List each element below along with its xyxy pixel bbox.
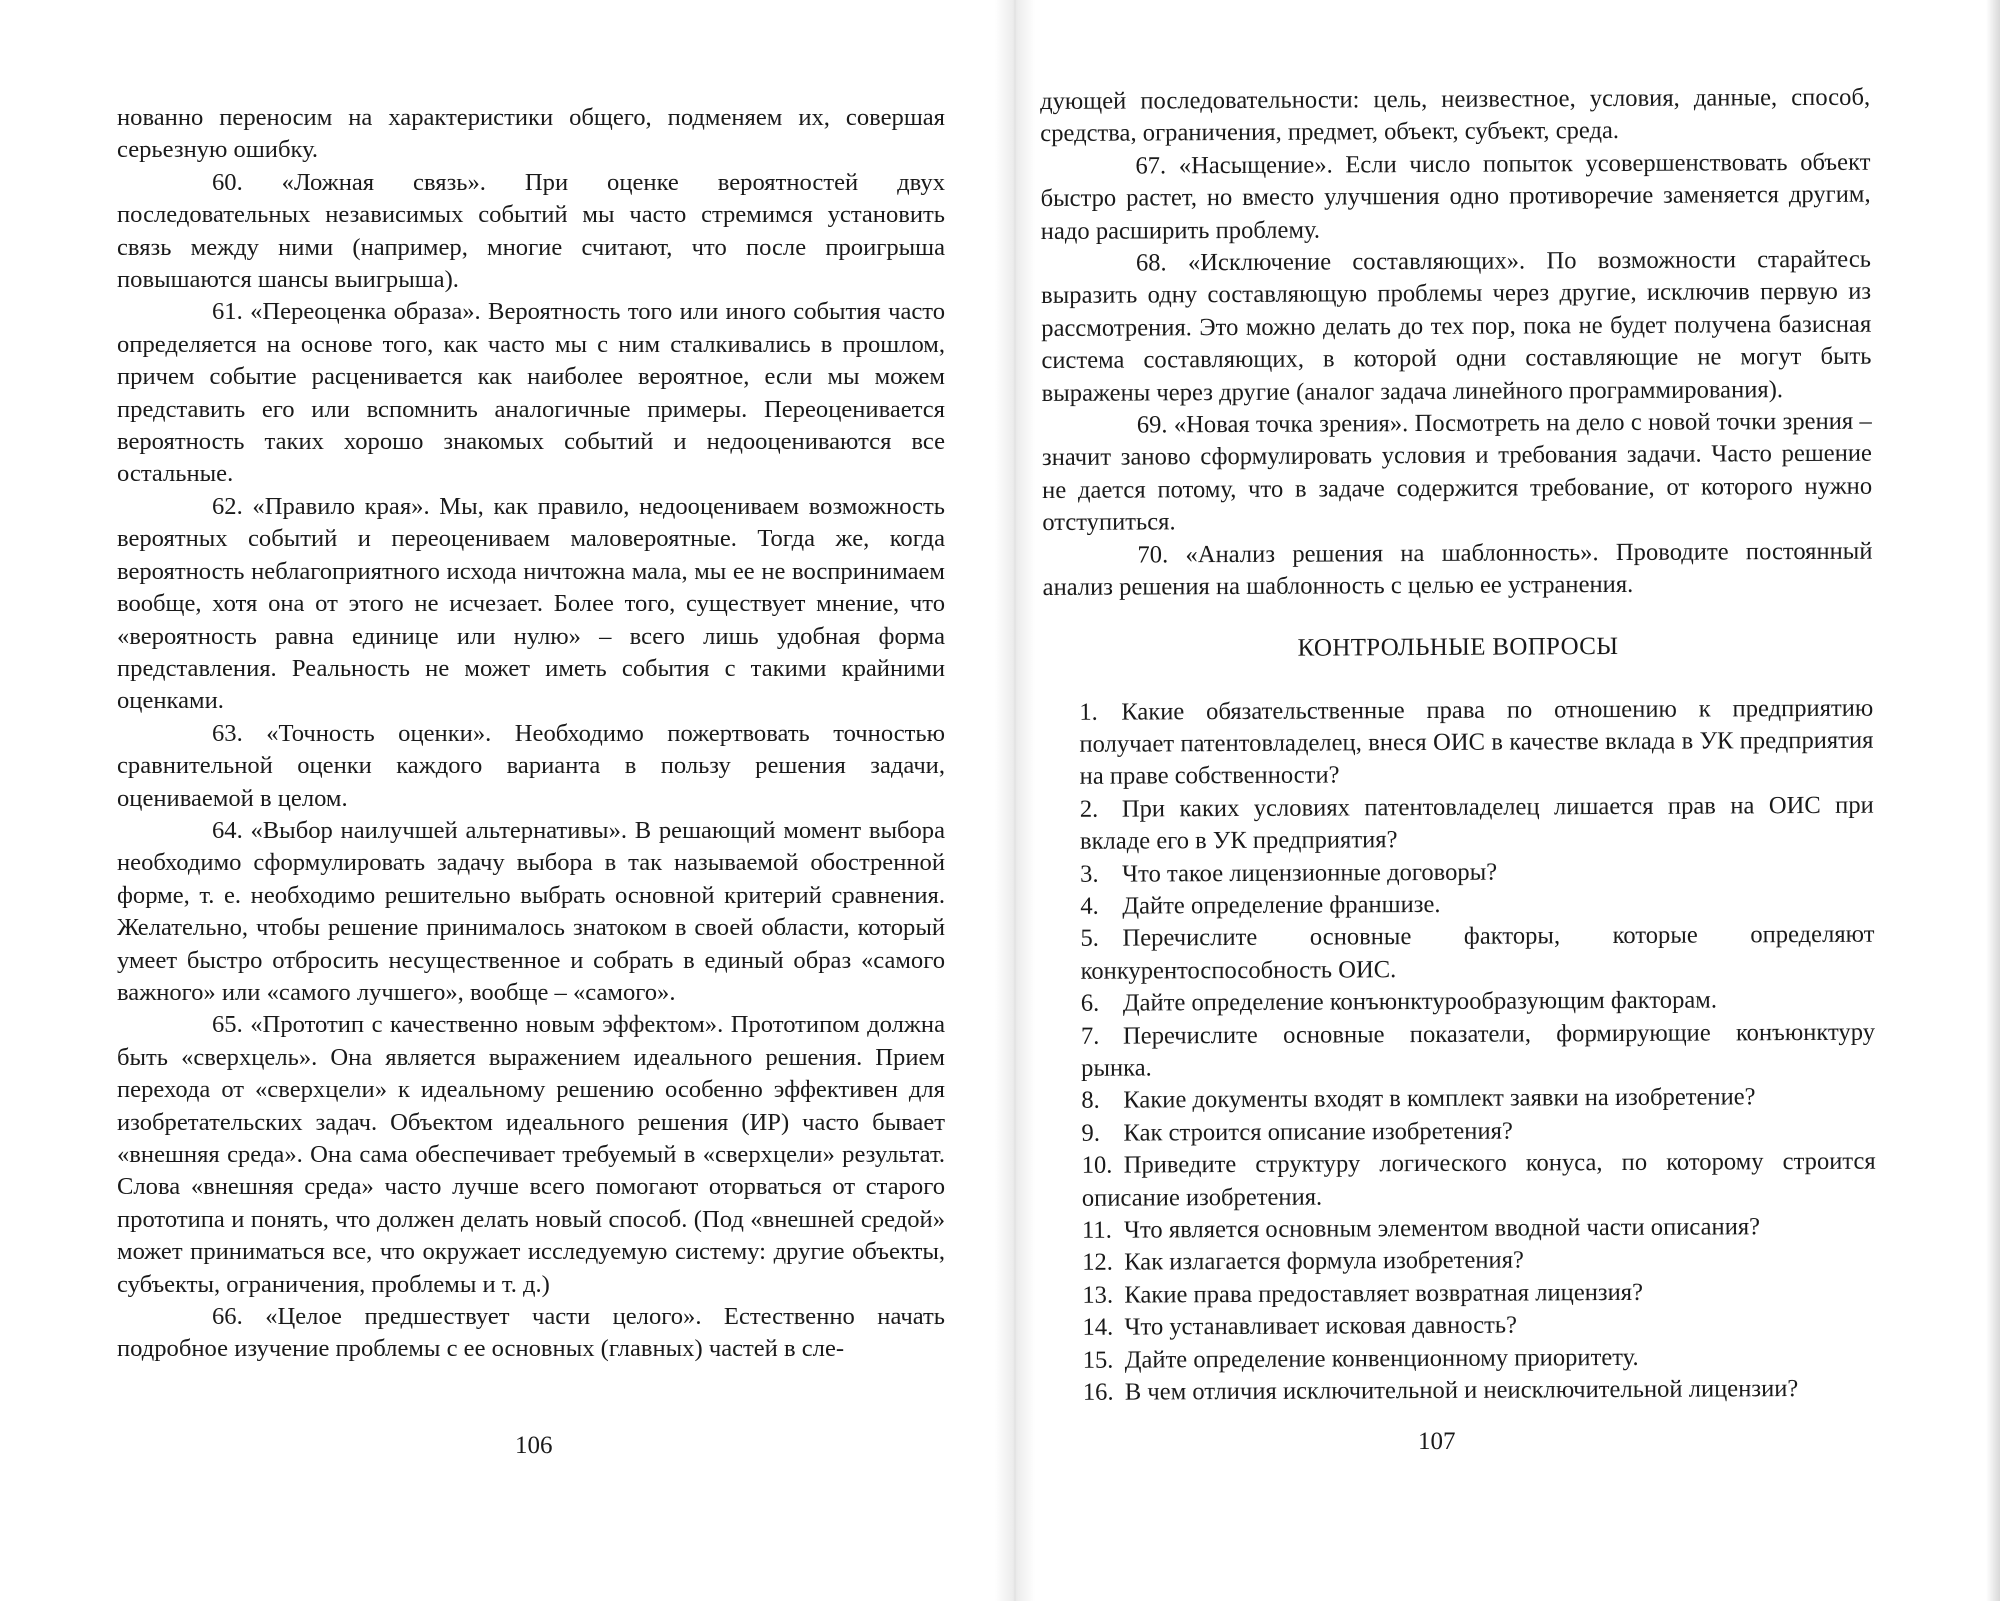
question-text: Приведите структуру логического конуса, по которому строится описание изобретения. bbox=[1081, 1147, 1876, 1212]
question-text: Какие обязательственные права по отношению к предприятию получает патентовладелец, внеся ОИС в качестве вклада в УК предприятия на праве собственности? bbox=[1079, 694, 1874, 791]
question-number: 16. bbox=[1082, 1378, 1114, 1406]
page-number: 106 bbox=[515, 1432, 553, 1459]
paragraph: 66. «Целое предшествует части целого». Естественно начать подробное изучение проблемы с ее основных (главных) частей в сле- bbox=[117, 1303, 945, 1363]
page-number: 107 bbox=[1418, 1428, 1456, 1455]
paragraph: 64. «Выбор наилучшей альтернативы». В решающий момент выбора необходимо сформулировать задачу выбора в так называемой обостренной форме, т. е. необходимо решительно выбрать основной критерий сравнения. Желательно, чтобы решение принималось знатоком в своей области, который умеет быстро отбросить несущественное и собрать в единый образ «самого важного» или «самого лучшего», вообще – «самого». bbox=[117, 816, 945, 1006]
question-number: 5. bbox=[1080, 925, 1099, 953]
question-text: Перечислите основные показатели, формирующие конъюнктуру рынка. bbox=[1081, 1018, 1876, 1082]
question-number: 7. bbox=[1080, 1022, 1100, 1050]
question-number: 11. bbox=[1081, 1216, 1112, 1244]
question-text: Какие документы входят в комплект заявки на изобретение? bbox=[1123, 1083, 1756, 1114]
question-number: 9. bbox=[1081, 1119, 1101, 1147]
question-item bbox=[1045, 984, 1875, 1021]
paragraph: 62. «Правило края». Мы, как правило, недооцениваем возможность вероятных событий и переоцениваем маловероятные. Тогда же, когда вероятность неблагоприятного исхода ничтожна мала, мы ее не воспринимаем вообще, хотя она от этого не исчезает. Более того, существует мнение, что «вероятность равна единице или нулю» – всего лишь удобная форма представления. Реальность не может иметь события с такими крайними оценками. bbox=[117, 492, 945, 715]
paragraph: 61. «Переоценка образа». Вероятность того или иного события часто определяется на основе того, как часто мы с ним сталкивались в прошлом, причем событие расценивается как наиболее вероятное, если мы можем представить его или вспомнить аналогичные примеры. Переоценивается вероятность таких хорошо знакомых событий и недооцениваются все остальные. bbox=[117, 298, 945, 488]
question-text: Дайте определение франшизе. bbox=[1122, 890, 1441, 920]
question-item bbox=[1044, 789, 1874, 858]
question-text: Какие права предоставляет возвратная лицензия? bbox=[1124, 1278, 1644, 1309]
questions-list bbox=[1043, 692, 1877, 1409]
paragraph: 70. «Анализ решения на шаблонность». Проводите постоянный анализ решения на шаблонность с целью ее устранения. bbox=[1042, 537, 1873, 602]
paragraph: дующей последовательности: цель, неизвестное, условия, данные, способ, средства, ограничения, предмет, объект, субъект, среда. bbox=[1040, 83, 1871, 148]
question-item bbox=[1044, 919, 1874, 988]
left-page bbox=[117, 0, 947, 1601]
paragraph: 65. «Прототип с качественно новым эффектом». Прототипом должна быть «сверхцель». Она является выражением идеального решения. Прием перехода от «сверхцели» к идеальному решению особенно эффективен для изобретательских задач. Объектом идеального решения (ИР) часто бывает «внешняя среда». Она сама обеспечивает требуемый в «сверхцели» результат. Слова «внешняя среда» часто лучше всего помогают оторваться от старого прототипа и понять, что должен делать новый способ. (Под «внешней средой» может приниматься все, что окружает исследуемую систему: другие объекты, субъекты, ограничения, проблемы и т. д.) bbox=[117, 1011, 945, 1298]
left-page-text bbox=[117, 102, 945, 1366]
question-text: Дайте определение конъюнктурообразующим факторам. bbox=[1122, 986, 1718, 1017]
question-item bbox=[1044, 854, 1874, 891]
right-page-text bbox=[1040, 82, 1877, 1410]
question-text: При каких условиях патентовладелец лишается прав на ОИС при вкладе его в УК предприятия? bbox=[1079, 791, 1874, 855]
question-number: 10. bbox=[1081, 1151, 1113, 1179]
question-text: Как строится описание изобретения? bbox=[1123, 1117, 1513, 1147]
paragraph: 63. «Точность оценки». Необходимо пожертвовать точностью сравнительной оценки каждого варианта в пользу решения задачи, оцениваемой в целом. bbox=[117, 719, 945, 812]
question-number: 12. bbox=[1082, 1249, 1113, 1277]
question-number: 13. bbox=[1082, 1281, 1114, 1309]
question-item bbox=[1045, 1113, 1875, 1150]
right-page bbox=[1040, 0, 1876, 1601]
question-number: 4. bbox=[1080, 892, 1099, 920]
question-text: Перечислите основные факторы, которые определяют конкурентоспособность ОИС. bbox=[1080, 920, 1875, 985]
question-number: 8. bbox=[1081, 1087, 1100, 1115]
question-number: 3. bbox=[1080, 860, 1099, 888]
question-item bbox=[1046, 1146, 1876, 1215]
paragraph: 68. «Исключение составляющих». По возможности старайтесь выразить одну составляющую проблемы через другие, исключив первую из рассмотрения. Это можно делать до тех пор, пока не будет получена базисная система составляющих, в которой одни составляющие не могут быть выражены через другие (аналог задача линейного программирования). bbox=[1041, 245, 1872, 407]
question-text: Как излагается формула изобретения? bbox=[1124, 1246, 1524, 1276]
page-edge-shadow bbox=[1986, 0, 2000, 1601]
question-text: В чем отличия исключительной и неисключительной лицензии? bbox=[1124, 1375, 1799, 1406]
question-item bbox=[1046, 1275, 1876, 1312]
question-item bbox=[1046, 1211, 1876, 1248]
question-item bbox=[1047, 1373, 1877, 1410]
section-heading: КОНТРОЛЬНЫЕ ВОПРОСЫ bbox=[1297, 632, 1619, 662]
book-gutter bbox=[995, 0, 1035, 1601]
question-item bbox=[1046, 1243, 1876, 1280]
question-number: 15. bbox=[1082, 1346, 1114, 1374]
question-item bbox=[1044, 887, 1874, 924]
question-text: Что является основным элементом вводной части описания? bbox=[1123, 1213, 1761, 1244]
question-item bbox=[1045, 1081, 1875, 1118]
question-item bbox=[1046, 1308, 1876, 1345]
question-item bbox=[1045, 1016, 1875, 1085]
question-text: Дайте определение конвенционному приоритету. bbox=[1124, 1343, 1639, 1374]
question-item bbox=[1043, 692, 1873, 794]
paragraph: 60. «Ложная связь». При оценке вероятностей двух последовательных независимых событий мы часто стремимся установить связь между ними (например, многие считают, что после проигрыша повышаются шансы выигрыша). bbox=[117, 168, 945, 294]
paragraph: нованно переносим на характеристики общего, подменяем их, совершая серьезную ошибку. bbox=[117, 104, 945, 164]
question-item bbox=[1047, 1340, 1877, 1377]
question-number: 6. bbox=[1080, 989, 1100, 1017]
question-number: 14. bbox=[1082, 1313, 1114, 1342]
paragraph: 69. «Новая точка зрения». Посмотреть на дело с новой точки зрения – значит заново сформулировать условия и требования задачи. Часто решение не дается потому, что в задаче содержится требование, от которого нужно отступиться. bbox=[1041, 407, 1873, 537]
paragraph: 67. «Насыщение». Если число попыток усовершенствовать объект быстро растет, но вместо улучшения одно противоречие заменяется другим, надо расширить проблему. bbox=[1040, 148, 1871, 245]
question-text: Что устанавливает исковая давность? bbox=[1124, 1311, 1518, 1341]
question-number: 1. bbox=[1079, 698, 1098, 726]
question-number: 2. bbox=[1079, 795, 1099, 823]
question-text: Что такое лицензионные договоры? bbox=[1122, 858, 1498, 888]
